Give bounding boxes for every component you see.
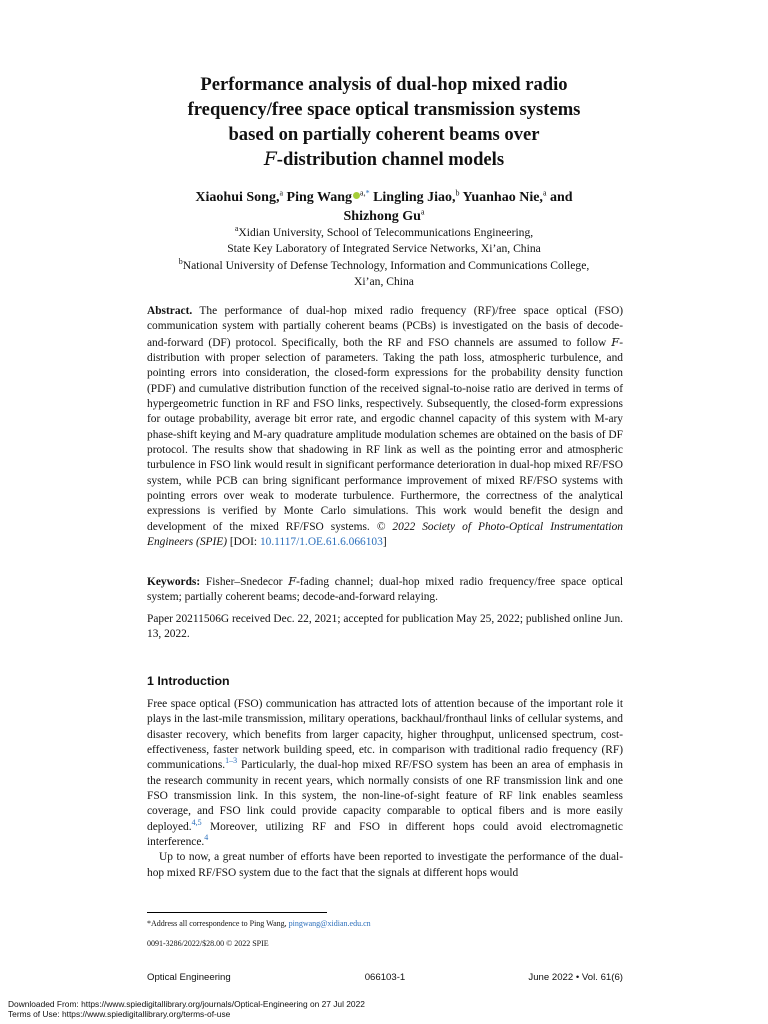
abstract-label: Abstract. xyxy=(147,305,193,317)
keywords xyxy=(147,574,623,606)
affiliation-mark: a, xyxy=(360,188,366,198)
author-line xyxy=(140,188,628,207)
doi-link[interactable]: 10.1117/1.OE.61.6.066103 xyxy=(259,536,383,549)
author-list xyxy=(140,188,628,226)
author-name: Lingling Jiao, xyxy=(373,190,456,205)
title-line xyxy=(140,147,628,172)
doi-prefix: [DOI: xyxy=(227,536,260,549)
citation-link[interactable]: 1–3 xyxy=(225,756,238,766)
author-affiliation-mark: b xyxy=(455,188,460,198)
citation-link[interactable]: 4 xyxy=(204,833,209,843)
email-link[interactable]: pingwang@xidian.edu.cn xyxy=(288,919,371,928)
page-footer xyxy=(147,972,623,986)
script-f-symbol: F xyxy=(611,334,620,349)
journal-name: Optical Engineering xyxy=(147,972,231,983)
orcid-icon[interactable] xyxy=(353,192,360,199)
author-name: Shizhong Gu xyxy=(343,209,421,224)
section-heading-introduction: 1 Introduction xyxy=(147,674,230,688)
author-affiliation-mark: a xyxy=(279,188,284,198)
abstract-text: -distribution with proper selection of parameters. Taking the path loss, atmospheric turbulence, and pointing errors into consideration, the closed-form expressions for the probability density function (PDF) and cumulative distribution function of the received signal-to-noise ratio are derived in terms of hypergeometric function in RF and FSO links, respectively. Subsequently, the closed-form expressions for outage probability, average bit error rate, and ergodic channel capacity of this system with M-ary phase-shift keying and M-ary quadrature amplitude modulation schemes are obtained on the basis of DF protocol. The results show that shadowing in RF link as well as the pointing error and atmospheric turbulence in FSO link would result in significant performance deterioration in dual-hop mixed RF/FSO system, while PCB can bring significant performance improvement of mixed RF/FSO systems with pointing errors over weak to moderate turbulence. Furthermore, the correctness of the analytical expressions is verified by Monte Carlo simulations. This work would benefit the design and development of the mixed RF/FSO systems. xyxy=(147,336,623,533)
abstract-text: The performance of dual-hop mixed radio frequency (RF)/free space optical (FSO) communication system with partially coherent beams (PCBs) is investigated on the basis of decode-and-forward (DF) protocol. Specifically, both the RF and FSO channels are assumed to follow xyxy=(147,305,623,349)
script-f-symbol: F xyxy=(288,574,297,588)
affiliation-line: Xi’an, China xyxy=(354,275,414,289)
author-line xyxy=(140,207,628,226)
affiliation-text: National University of Defense Technology, Information and Communications College, xyxy=(182,258,590,272)
author-conjunction: and xyxy=(550,190,573,205)
issn-line: 0091-3286/2022/$28.00 © 2022 SPIE xyxy=(147,939,269,948)
footnote-text: *Address all correspondence to Ping Wang, xyxy=(147,919,289,928)
paper-history: Paper 20211506G received Dec. 22, 2021; accepted for publication May 25, 2022; published online Jun. 13, 2022. xyxy=(147,613,623,641)
script-f-symbol: F xyxy=(263,149,277,170)
affiliation-mark: a xyxy=(234,224,239,234)
affiliation-line: State Key Laboratory of Integrated Service Networks, Xi’an, China xyxy=(227,242,541,256)
title-line-text: -distribution channel models xyxy=(276,149,505,170)
abstract xyxy=(147,304,623,551)
paragraph-text: Moreover, utilizing RF and FSO in different hops could avoid electromagnetic interference. xyxy=(147,820,623,849)
terms-line[interactable]: Terms of Use: https://www.spiedigitallibrary.org/terms-of-use xyxy=(8,1009,231,1019)
author-name: Yuanhao Nie, xyxy=(462,190,543,205)
page-number: 066103-1 xyxy=(364,972,406,983)
keywords-text: Fisher–Snedecor xyxy=(200,576,289,588)
affiliation-text: Xidian University, School of Telecommunications Engineering, xyxy=(238,226,534,239)
title-line: frequency/free space optical transmission systems xyxy=(187,99,581,120)
doi-suffix: ] xyxy=(382,536,387,549)
copyright-notice: © 2022 Society of Photo-Optical Instrumentation Engineers (SPIE) xyxy=(147,520,623,549)
paragraph xyxy=(147,697,623,850)
paragraph: Up to now, a great number of efforts have been reported to investigate the performance of the dual-hop mixed RF/FSO system due to the fact that the signals at different hops would xyxy=(147,851,623,879)
footnote-divider xyxy=(147,912,327,913)
author-name: Xiaohui Song, xyxy=(195,190,280,205)
keywords-label: Keywords: xyxy=(147,576,201,588)
author-affiliation-mark xyxy=(360,188,370,197)
download-notice xyxy=(8,999,528,1019)
title-line: Performance analysis of dual-hop mixed radio xyxy=(200,74,568,95)
author-affiliation-mark: a xyxy=(420,207,425,217)
paragraph-text: Particularly, the dual-hop mixed RF/FSO system has been an area of emphasis in the research community in recent years, which normally consists of one RF transmission link and one FSO transmission link. In this system, the non-line-of-sight feature of RF link enables seamless coverage, and FSO link could provide capacity comparable to optical fibers and is more easily deployed. xyxy=(147,759,623,833)
title-line: based on partially coherent beams over xyxy=(228,124,540,145)
download-line[interactable]: Downloaded From: https://www.spiedigitallibrary.org/journals/Optical-Engineering on 27 Jul 2022 xyxy=(8,999,365,1009)
affiliation-line xyxy=(140,225,628,241)
introduction-body xyxy=(147,697,623,881)
citation-link[interactable]: 4,5 xyxy=(191,817,202,827)
paragraph-text: Free space optical (FSO) communication has attracted lots of attention because of the important role it plays in the last-mile transmission, military operations, backhaul/fronthaul links of cellular systems, and disaster recovery, which benefits from larger capacity, higher throughput, unlicensed spectrum, cost-effectiveness, faster network building speed, etc. in comparison with traditional radio frequency (RF) communications. xyxy=(147,698,623,772)
issue-info: June 2022 • Vol. 61(6) xyxy=(528,972,623,983)
paper-title xyxy=(140,72,628,172)
affiliation-line xyxy=(140,258,628,274)
footnote xyxy=(147,918,623,929)
author-name[interactable]: Ping Wang xyxy=(286,190,353,205)
keywords-text: -fading channel; dual-hop mixed radio frequency/free space optical system; partially coherent beams; decode-and-forward relaying. xyxy=(147,576,623,604)
affiliation-mark: b xyxy=(178,256,183,266)
affiliations xyxy=(140,225,628,291)
corresponding-author-mark[interactable]: * xyxy=(365,188,370,198)
author-affiliation-mark: a xyxy=(542,188,547,198)
